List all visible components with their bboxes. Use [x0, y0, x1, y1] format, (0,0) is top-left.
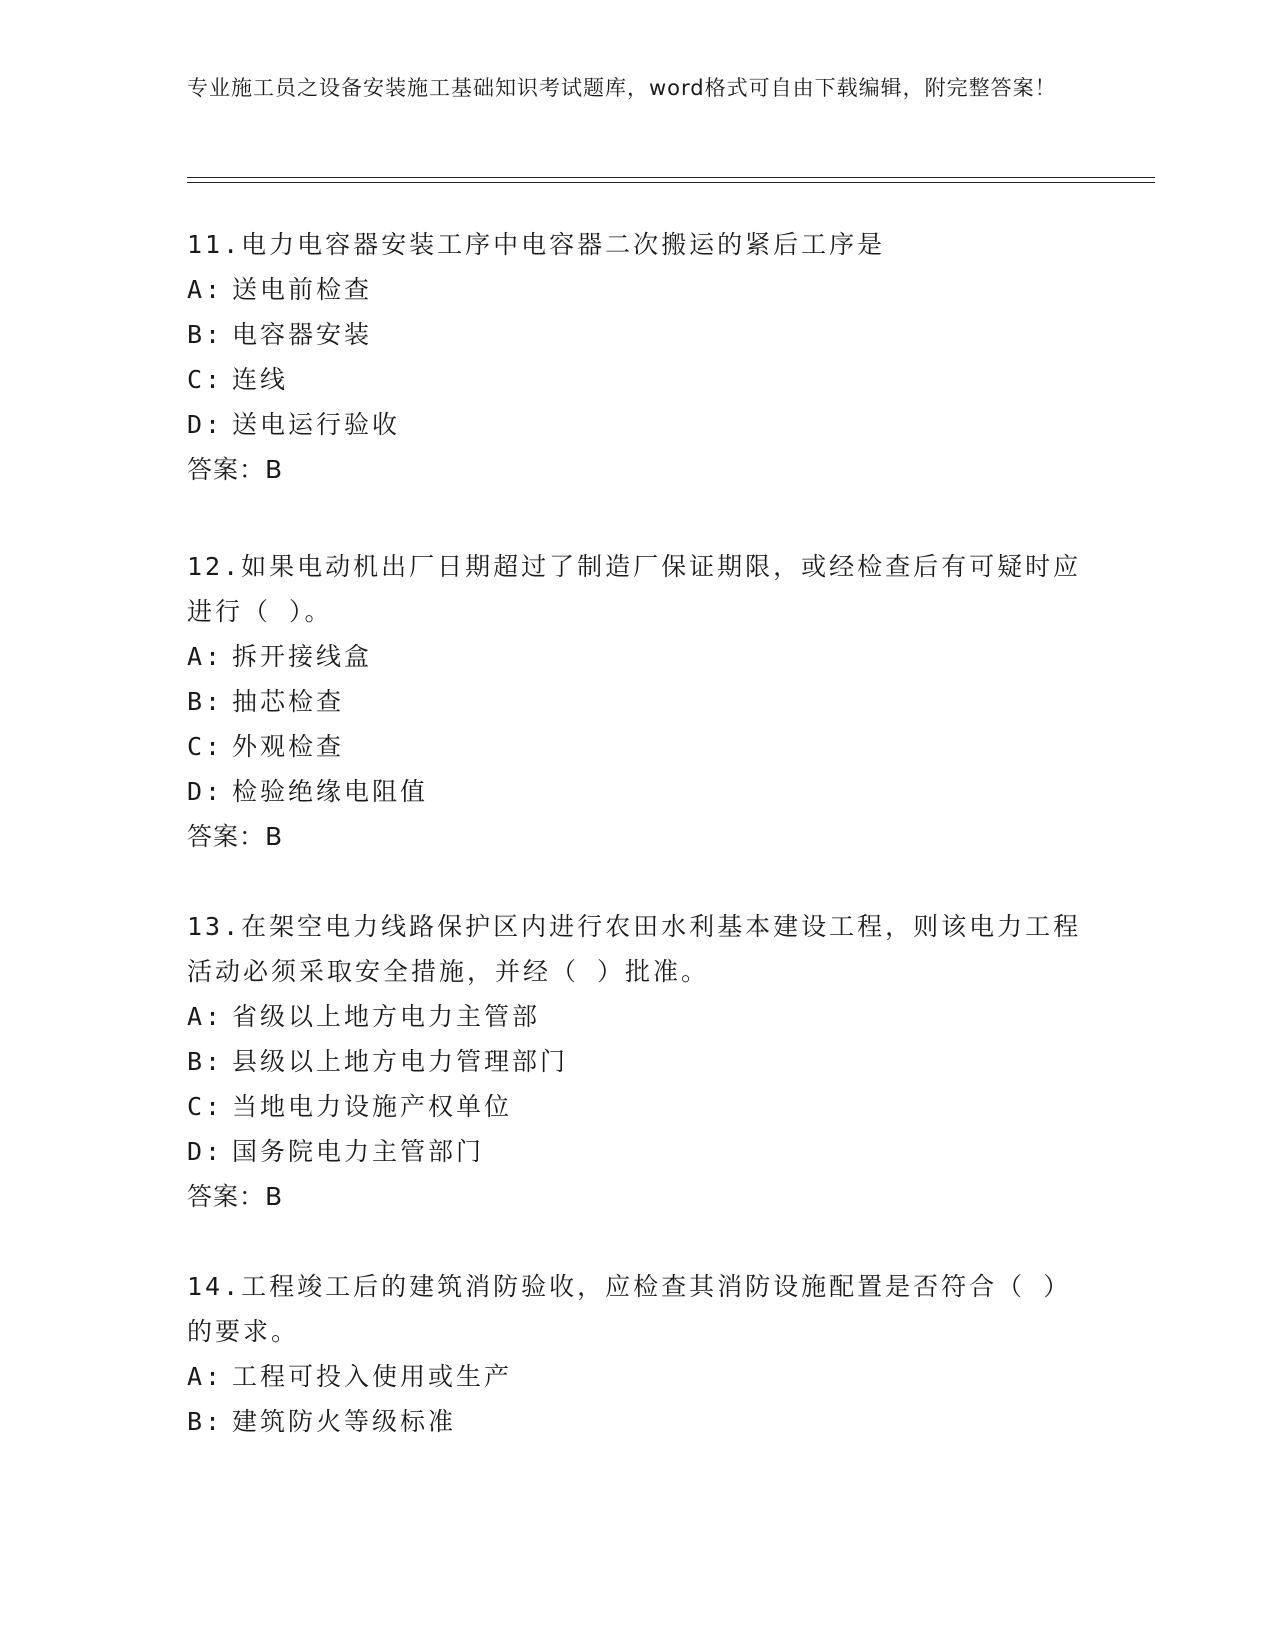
option-c: [187, 724, 1087, 769]
header-divider-second: [187, 182, 1155, 183]
option-text: 抽芯检查: [232, 687, 345, 716]
option-a: [187, 267, 1087, 312]
option-letter: D:: [187, 1137, 224, 1166]
option-text: 连线: [232, 365, 289, 394]
question-stem: 11.电力电容器安装工序中电容器二次搬运的紧后工序是: [187, 230, 886, 259]
option-text: 省级以上地方电力主管部: [232, 1002, 541, 1031]
option-text: 电容器安装: [232, 320, 373, 349]
option-b: [187, 1039, 1087, 1084]
option-letter: D:: [187, 410, 224, 439]
option-letter: B:: [187, 1407, 224, 1436]
option-a: [187, 634, 1087, 679]
header-divider: [187, 177, 1155, 178]
question-stem: 12.如果电动机出厂日期超过了制造厂保证期限，或经检查后有可疑时应进行（ ）。: [187, 552, 1082, 626]
option-a: [187, 1354, 1087, 1399]
option-d: [187, 1129, 1087, 1174]
question-13: [187, 904, 1087, 1219]
option-letter: A:: [187, 642, 224, 671]
option-b: [187, 679, 1087, 724]
option-text: 工程可投入使用或生产: [232, 1362, 513, 1391]
option-text: 外观检查: [232, 732, 345, 761]
option-c: [187, 357, 1087, 402]
question-11: [187, 222, 1087, 492]
option-text: 当地电力设施产权单位: [232, 1092, 513, 1121]
option-d: [187, 769, 1087, 814]
question-12: [187, 544, 1087, 859]
option-letter: B:: [187, 320, 224, 349]
option-letter: C:: [187, 1092, 224, 1121]
option-c: [187, 1084, 1087, 1129]
option-letter: B:: [187, 1047, 224, 1076]
option-letter: D:: [187, 777, 224, 806]
option-letter: C:: [187, 365, 224, 394]
option-letter: A:: [187, 1362, 224, 1391]
option-text: 拆开接线盒: [232, 642, 373, 671]
question-14: [187, 1264, 1087, 1444]
answer: 答案：B: [187, 1182, 284, 1211]
option-text: 送电前检查: [232, 275, 373, 304]
option-text: 检验绝缘电阻值: [232, 777, 429, 806]
option-text: 建筑防火等级标准: [232, 1407, 457, 1436]
page-header: 专业施工员之设备安装施工基础知识考试题库，word格式可自由下载编辑，附完整答案！: [187, 76, 1057, 100]
option-d: [187, 402, 1087, 447]
answer: 答案：B: [187, 822, 284, 851]
option-a: [187, 994, 1087, 1039]
option-text: 国务院电力主管部门: [232, 1137, 485, 1166]
option-letter: C:: [187, 732, 224, 761]
option-letter: B:: [187, 687, 224, 716]
option-letter: A:: [187, 275, 224, 304]
option-letter: A:: [187, 1002, 224, 1031]
option-text: 县级以上地方电力管理部门: [232, 1047, 569, 1076]
option-b: [187, 1399, 1087, 1444]
answer: 答案：B: [187, 455, 284, 484]
option-b: [187, 312, 1087, 357]
option-text: 送电运行验收: [232, 410, 401, 439]
question-stem: 13.在架空电力线路保护区内进行农田水利基本建设工程，则该电力工程活动必须采取安全措施，并经（ ）批准。: [187, 912, 1082, 986]
question-stem: 14.工程竣工后的建筑消防验收，应检查其消防设施配置是否符合（ ）的要求。: [187, 1272, 1072, 1346]
